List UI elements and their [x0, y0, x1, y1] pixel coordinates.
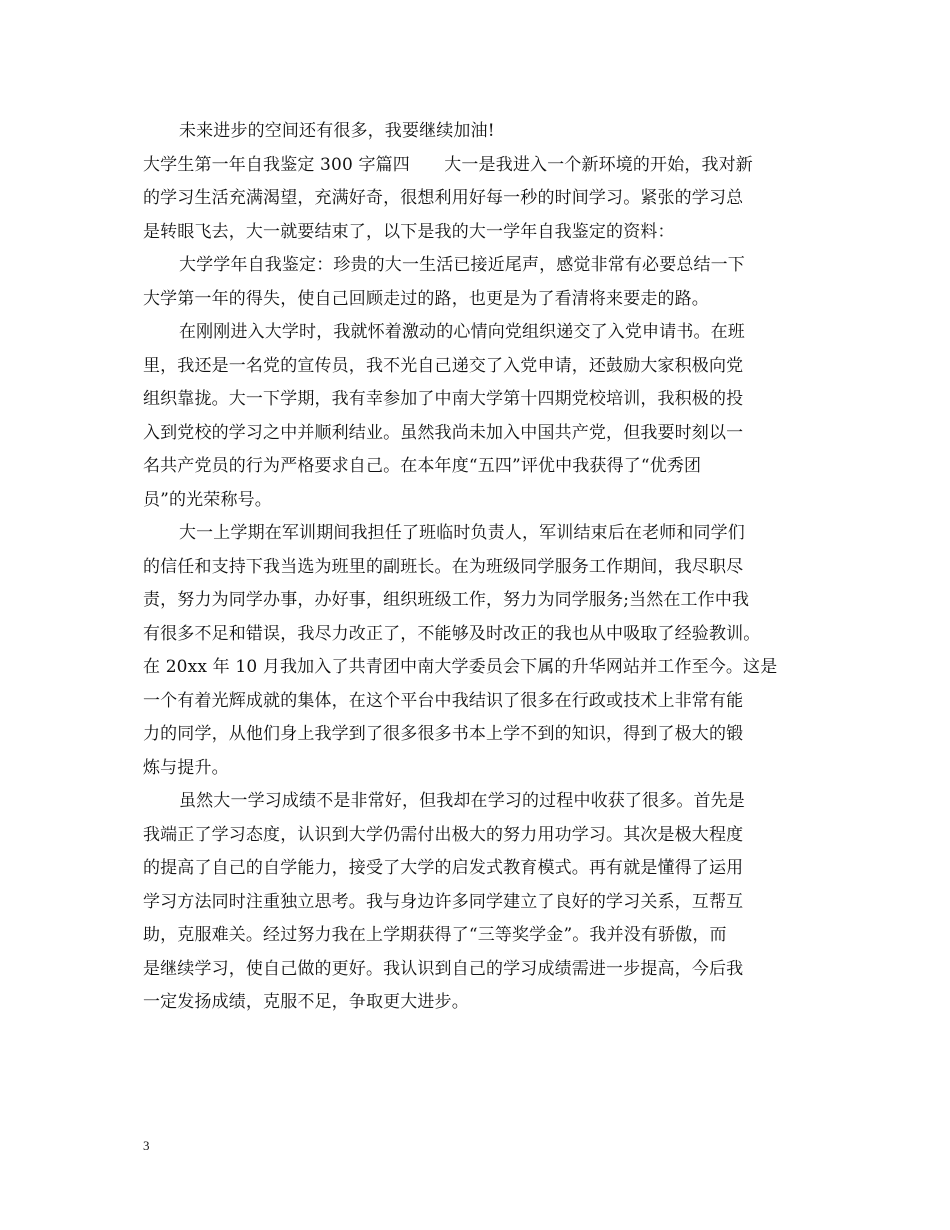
text-line: 在 20xx 年 10 月我加入了共青团中南大学委员会下属的升华网站并工作至今。这是	[143, 657, 778, 677]
text-line: 是继续学习，使自己做的更好。我认识到自己的学习成绩需进一步提高，今后我	[143, 958, 744, 979]
text-line: 的提高了自己的自学能力，接受了大学的启发式教育模式。再有就是懂得了运用	[143, 858, 744, 878]
text-line: 我端正了学习态度，认识到大学仍需付出极大的努力用功学习。其次是极大程度	[143, 824, 744, 845]
text-line: 大一上学期在军训期间我担任了班临时负责人，军训结束后在老师和同学们	[179, 523, 745, 543]
text-line: 一定发扬成绩，克服不足，争取更大进步。	[143, 992, 469, 1012]
text-line: 大学第一年的得失，使自己回顾走过的路，也更是为了看清将来要走的路。	[143, 288, 709, 309]
text-line: 的学习生活充满渴望，充满好奇，很想利用好每一秒的时间学习。紧张的学习总	[143, 188, 744, 208]
text-line: 力的同学，从他们身上我学到了很多很多书本上学不到的知识，得到了极大的锻	[143, 724, 744, 744]
text-line: 大学生第一年自我鉴定 300 字篇四 大一是我进入一个新环境的开始，我对新	[143, 154, 753, 175]
text-line: 未来进步的空间还有很多，我要继续加油!	[179, 121, 495, 141]
text-line: 有很多不足和错误，我尽力改正了，不能够及时改正的我也从中吸取了经验教训。	[143, 623, 761, 644]
text-line: 责，努力为同学办事，办好事，组织班级工作，努力为同学服务;当然在工作中我	[143, 590, 750, 610]
text-line: 的信任和支持下我当选为班里的副班长。在为班级同学服务工作期间，我尽职尽	[143, 556, 744, 577]
text-line: 员”的光荣称号。	[143, 489, 272, 510]
text-line: 在刚刚进入大学时，我就怀着激动的心情向党组织递交了入党申请书。在班	[179, 322, 745, 342]
document-body	[143, 115, 807, 1020]
text-line: 里，我还是一名党的宣传员，我不光自己递交了入党申请，还鼓励大家积极向党	[143, 355, 744, 376]
text-line: 是转眼飞去，大一就要结束了，以下是我的大一学年自我鉴定的资料：	[143, 221, 675, 242]
page-number: 3	[143, 1138, 150, 1153]
text-line: 入到党校的学习之中并顺利结业。虽然我尚未加入中国共产党，但我要时刻以一	[143, 422, 744, 443]
text-line: 助，克服难关。经过努力我在上学期获得了“三等奖学金”。我并没有骄傲，而	[143, 925, 727, 945]
text-line: 一个有着光辉成就的集体，在这个平台中我结识了很多在行政或技术上非常有能	[143, 690, 744, 711]
text-line: 炼与提升。	[143, 757, 229, 778]
text-line: 组织靠拢。大一下学期，我有幸参加了中南大学第十四期党校培训，我积极的投	[143, 389, 744, 409]
text-line: 大学学年自我鉴定：珍贵的大一生活已接近尾声，感觉非常有必要总结一下	[179, 255, 745, 275]
text-line: 虽然大一学习成绩不是非常好，但我却在学习的过程中收获了很多。首先是	[179, 791, 745, 811]
text-line: 名共产党员的行为严格要求自己。在本年度“五四”评优中我获得了“优秀团	[143, 456, 702, 476]
text-line: 学习方法同时注重独立思考。我与身边许多同学建立了良好的学习关系，互帮互	[143, 891, 744, 912]
